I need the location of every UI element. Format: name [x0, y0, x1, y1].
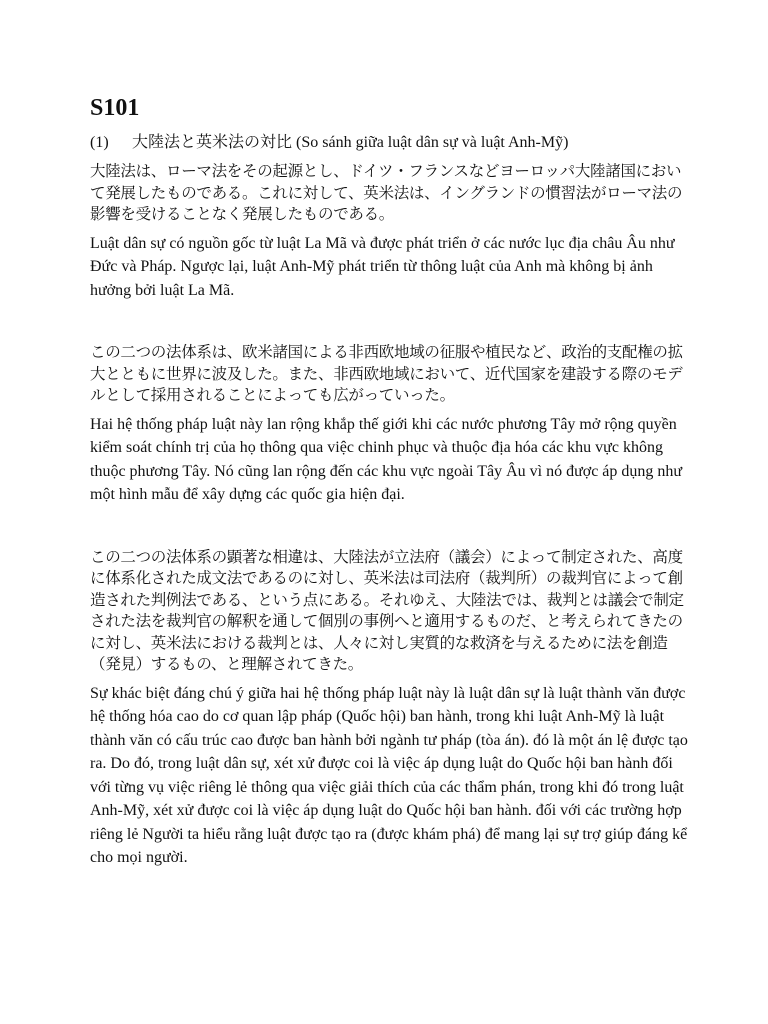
section-heading-vi: (So sánh giữa luật dân sự và luật Anh-Mỹ)	[296, 134, 569, 151]
paragraph-block-1	[90, 161, 690, 302]
document-title: S101	[90, 95, 140, 121]
japanese-paragraph: 大陸法は、ローマ法をその起源とし、ドイツ・フランスなどヨーロッパ大陸諸国において発展したものである。これに対して、英米法は、イングランドの慣習法がローマ法の影響を受けることなく発展したものである。	[90, 162, 683, 223]
japanese-paragraph: この二つの法体系の顕著な相違は、大陸法が立法府（議会）によって制定された、高度に体系化された成文法であるのに対し、英米法は司法府（裁判所）の裁判官によって創造された判例法である、という点にある。それゆえ、大陸法では、裁判とは議会で制定された法を裁判官の解釈を通して個別の事例へと適用するものだ、と考えられてきたのに対し、英米法における裁判とは、人々に対し実質的な救済を与えるために法を創造（発見）するもの、と理解されてきた。	[90, 547, 684, 673]
vietnamese-paragraph: Sự khác biệt đáng chú ý giữa hai hệ thống pháp luật này là luật dân sự là luật thành văn được hệ thống hóa cao do cơ quan lập pháp (Quốc hội) ban hành, trong khi luật Anh-Mỹ là luật thành văn có cấu trúc cao được ban hành bởi ngành tư pháp (tòa án). đó là một án lệ được tạo ra. Do đó, trong luật dân sự, xét xử được coi là việc áp dụng luật do Quốc hội ban hành đối với từng vụ việc riêng lẻ thông qua việc giải thích của các thẩm phán, trong khi đó trong luật Anh-Mỹ, xét xử được coi là việc áp dụng luật do Quốc hội ban hành. đối với các trường hợp riêng lẻ Người ta hiểu rằng luật được tạo ra (được khám phá) để mang lại sự trợ giúp đáng kể cho mọi người.	[90, 684, 688, 866]
document-page	[90, 92, 690, 870]
section-heading	[90, 132, 690, 154]
paragraph-block-3	[90, 547, 690, 870]
paragraph-gap	[90, 302, 690, 342]
japanese-paragraph: この二つの法体系は、欧米諸国による非西欧地域の征服や植民など、政治的支配権の拡大とともに世界に波及した。また、非西欧地域において、近代国家を建設する際のモデルとして採用されることによっても広がっていった。	[90, 343, 683, 404]
section-number: (1)	[90, 134, 109, 151]
vietnamese-paragraph: Hai hệ thống pháp luật này lan rộng khắp thế giới khi các nước phương Tây mở rộng quyền kiểm soát chính trị của họ thông qua việc chinh phục và thuộc địa hóa các khu vực không thuộc phương Tây. Nó cũng lan rộng đến các khu vực ngoài Tây Âu vì nó được áp dụng như một hình mẫu để xây dựng các quốc gia hiện đại.	[90, 415, 683, 503]
section-heading-jp: 大陸法と英米法の対比	[132, 134, 293, 151]
vietnamese-paragraph: Luật dân sự có nguồn gốc từ luật La Mã và được phát triển ở các nước lục địa châu Âu như Đức và Pháp. Ngược lại, luật Anh-Mỹ phát triển từ thông luật của Anh mà không bị ảnh hưởng bởi luật La Mã.	[90, 234, 675, 299]
paragraph-gap	[90, 507, 690, 547]
paragraph-block-2	[90, 342, 690, 507]
